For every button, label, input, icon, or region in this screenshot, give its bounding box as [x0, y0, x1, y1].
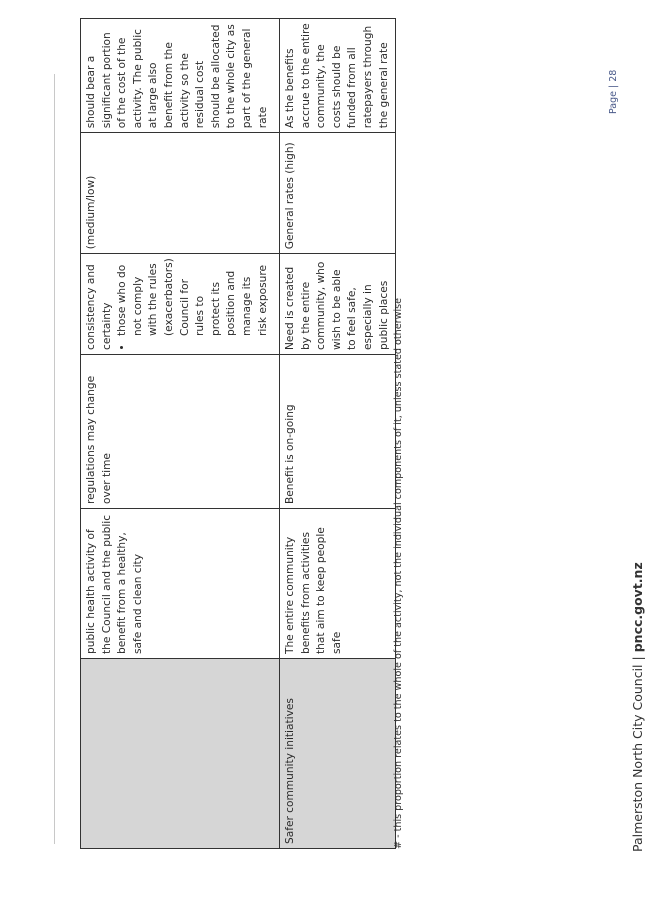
page-separator: | [608, 84, 619, 88]
cause-bullets [115, 258, 177, 350]
who-benefits-cell: The entire community benefits from activities that aim to keep people safe [280, 509, 396, 659]
footnote: # - this proportion relates to the whole of the activity, not the individual components of it, unless stated otherwise [393, 297, 404, 849]
cause-text: consistency and certainty [85, 264, 113, 350]
funding-cell: (medium/low) [81, 133, 280, 254]
page-label: Page [608, 91, 619, 114]
cause-bullet-item: • those who do not comply with the rules (exacerbators) [115, 258, 177, 336]
activity-cell [81, 659, 280, 849]
period-cell: regulations may change over time [81, 355, 280, 509]
margin-rule [54, 74, 55, 844]
footer-org: Palmerston North City Council [630, 664, 645, 852]
rationale-cell: should bear a significant portion of the cost of the activity. The public at large also benefit from the activity so the residual cost should be allocated to the whole city as part of the general rate [81, 19, 280, 133]
rationale-cell: As the benefits accrue to the entire community, the costs should be funded from all ratepayers through the general rate [280, 19, 396, 133]
cause-cell: Need is created by the entire community, who wish to be able to feel safe, especially in public places [280, 254, 396, 355]
footer-website-link[interactable]: pncc.govt.nz [630, 562, 645, 653]
funding-table [80, 18, 396, 849]
who-benefits-cell: public health activity of the Council and the public benefit from a healthy, safe and clean city [81, 509, 280, 659]
table-row [81, 19, 280, 849]
footer [630, 562, 645, 852]
activity-cell: Safer community initiatives [280, 659, 396, 849]
rotated-page-content [80, 3, 410, 849]
table-row [280, 19, 396, 849]
cause-text-after: Council for rules to protect its position and manage its risk exposure [178, 264, 269, 336]
page-number: 28 [608, 69, 619, 82]
page-number-block [608, 70, 619, 114]
funding-cell: General rates (high) [280, 133, 396, 254]
cause-cell [81, 254, 280, 355]
period-cell: Benefit is on-going [280, 355, 396, 509]
footer-separator: | [630, 656, 645, 661]
